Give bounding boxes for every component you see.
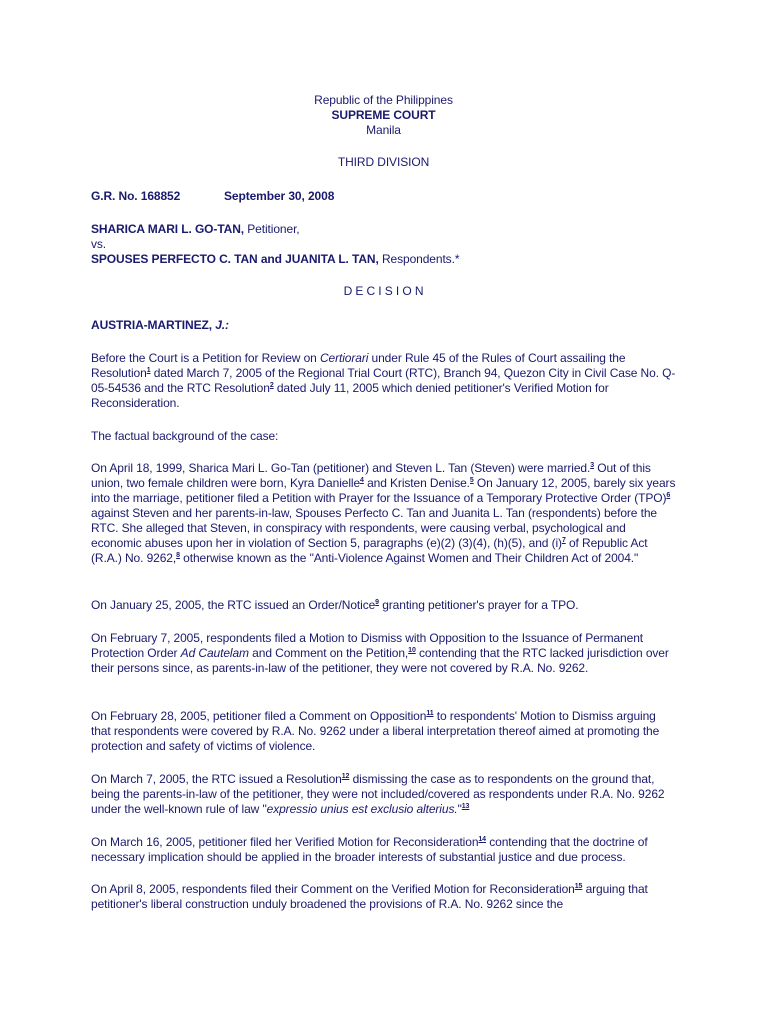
decision-heading: D E C I S I O N <box>343 284 424 298</box>
footnote-link-3[interactable]: 3 <box>590 462 594 469</box>
petitioner-line <box>91 222 676 237</box>
ponente-name: AUSTRIA-MARTINEZ, <box>91 318 216 332</box>
footnote-link-6[interactable]: 6 <box>666 492 671 499</box>
petitioner-name: SHARICA MARI L. GO-TAN, <box>91 222 245 236</box>
footnote-link-12[interactable]: 12 <box>341 773 350 780</box>
paragraph-5: On February 7, 2005, respondents filed a Motion to Dismiss with Opposition to the Issuance of Permanent Protection Order Ad Cautelam and Comment on the Petition,$^{10}$ contending that the RTC lacked jurisdiction over their persons since, as parents-in-law of the petitioner, they were not covered by R.A. No. 9262. <box>91 631 669 675</box>
footnote-link-15[interactable]: 15 <box>574 883 583 890</box>
paragraph-7: On March 7, 2005, the RTC issued a Resolution$^{12}$ dismissing the case as to respondents on the ground that, being the parents-in-law of the petitioner, they were not included/covered as respondents under R.A. No. 9262 under the well-known rule of law "expressio unius est exclusio alterius."$^{13}$ <box>91 772 665 816</box>
case-date: September 30, 2008 <box>224 189 335 203</box>
respondents-line <box>91 252 676 267</box>
paragraph-1: Before the Court is a Petition for Review on Certiorari under Rule 45 of the Rules of Court assailing the Resolution$^1$ dated March 7, 2005 of the Regional Trial Court (RTC), Branch 94, Quezon City in Civil Case No. Q-05-54536 and the RTC Resolution$^2$ dated July 11, 2005 which denied petitioner's Verified Motion for Reconsideration. <box>91 351 676 410</box>
footnote-link-1[interactable]: 1 <box>146 367 151 374</box>
respondents-role: Respondents.* <box>378 252 460 266</box>
footnote-link-14[interactable]: 14 <box>478 836 486 843</box>
city-line: Manila <box>366 123 401 137</box>
republic-line: Republic of the Philippines <box>314 93 453 107</box>
paragraph-9: On April 8, 2005, respondents filed their Comment on the Verified Motion for Reconsideration$^{15}$ arguing that petitioner's liberal construction unduly broadened the provisions of R.A. No. 9262 since the <box>91 882 648 911</box>
division-line: THIRD DIVISION <box>337 155 430 169</box>
versus-line: vs. <box>91 237 107 251</box>
paragraph-2: The factual background of the case: <box>91 429 279 443</box>
paragraph-6: On February 28, 2005, petitioner filed a Comment on Opposition$^{11}$ to respondents' Motion to Dismiss arguing that respondents were covered by R.A. No. 9262 under a liberal interpretation thereof aimed at promoting the protection and safety of victims of violence. <box>91 709 660 753</box>
footnote-link-9[interactable]: 9 <box>375 599 379 606</box>
petitioner-role: Petitioner, <box>244 222 300 236</box>
gr-number: G.R. No. 168852 <box>91 189 181 203</box>
court-name: SUPREME COURT <box>331 108 436 122</box>
court-header <box>91 93 676 138</box>
footnote-link-7[interactable]: 7 <box>561 537 566 544</box>
case-parties <box>91 222 676 267</box>
paragraph-4: On January 25, 2005, the RTC issued an Order/Notice$^9$ granting petitioner's prayer for a TPO. <box>91 598 579 612</box>
paragraph-3: On April 18, 1999, Sharica Mari L. Go-Tan (petitioner) and Steven L. Tan (Steven) were married.$^3$ Out of this union, two female children were born, Kyra Danielle$^4$ and Kristen Denise.$^5$ On January 12, 2005, barely six years into the marriage, petitioner filed a Petition with Prayer for the Issuance of a Temporary Protective Order (TPO)$^6$ against Steven and her parents-in-law, Spouses Perfecto C. Tan and Juanita L. Tan (respondents) before the RTC. She alleged that Steven, in conspiracy with respondents, were causing verbal, psychological and economic abuses upon her in violation of Section 5, paragraphs (e)(2) (3)(4), (h)(5), and $(i)^7$ of Republic Act (R.A.) No. 9262,$^8$ otherwise known as the "Anti-Violence Against Women and Their Children Act of 2004." <box>91 461 676 565</box>
ponente-suffix: J.: <box>215 318 229 332</box>
footnote-link-5[interactable]: 5 <box>469 477 474 484</box>
footnote-link-10[interactable]: 10 <box>408 647 416 654</box>
footnote-link-8[interactable]: 8 <box>176 552 180 559</box>
paragraph-8: On March 16, 2005, petitioner filed her Verified Motion for Reconsideration$^{14}$ contending that the doctrine of necessary implication should be applied in the broader interests of substantial justice and due process. <box>91 835 648 864</box>
footnote-link-2[interactable]: 2 <box>269 382 274 389</box>
footnote-link-13[interactable]: 13 <box>461 803 470 810</box>
footnote-link-4[interactable]: 4 <box>360 477 364 484</box>
case-number-line <box>91 189 676 204</box>
footnote-link-11[interactable]: 11 <box>426 710 434 717</box>
respondents-name: SPOUSES PERFECTO C. TAN and JUANITA L. TAN, <box>91 252 379 266</box>
ponente-line <box>91 318 676 333</box>
